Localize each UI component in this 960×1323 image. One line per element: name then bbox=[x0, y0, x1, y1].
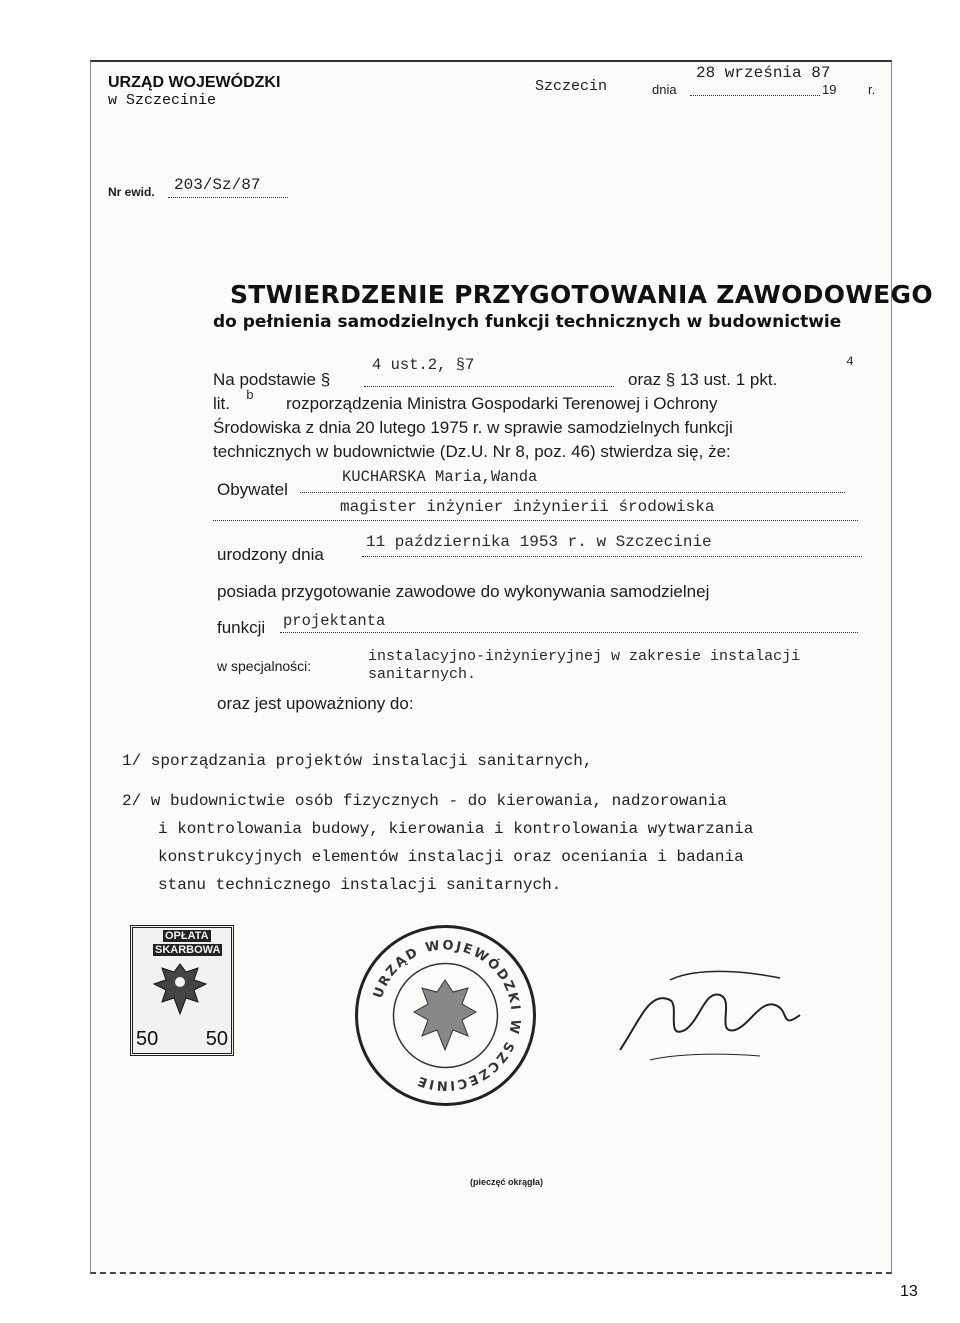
lit-value: b bbox=[246, 388, 254, 403]
basis-value: 4 ust.2, §7 bbox=[372, 356, 475, 374]
regulation-date: Środowiska z dnia 20 lutego 1975 r. w sprawie samodzielnych funkcji bbox=[213, 418, 733, 437]
page-number: 13 bbox=[900, 1283, 918, 1300]
fee-stamp-right-value: 50 bbox=[205, 1028, 228, 1050]
function-value: projektanta bbox=[283, 612, 386, 630]
year-prefix: 19 bbox=[822, 82, 837, 97]
possesses-text: posiada przygotowanie zawodowe do wykonywania samodzielnej bbox=[217, 582, 710, 601]
office-name bbox=[108, 74, 280, 110]
seal-drawing bbox=[358, 928, 533, 1103]
year-suffix: r. bbox=[868, 82, 876, 97]
citizen-label: Obywatel bbox=[217, 480, 288, 499]
list-item-2-cont-1: i kontrolowania budowy, kierowania i kontrolowania wytwarzania bbox=[158, 820, 754, 838]
fee-stamp-top-text: OPŁATA bbox=[165, 930, 209, 942]
born-value: 11 października 1953 r. w Szczecinie bbox=[366, 533, 712, 551]
basis-dots bbox=[364, 386, 614, 387]
date-dots bbox=[690, 95, 820, 96]
signature-drawing bbox=[610, 960, 810, 1070]
date-value: 28 września 87 bbox=[696, 64, 831, 82]
list-item-2: 2/ w budownictwie osób fizycznych - do kierowania, nadzorowania bbox=[122, 792, 727, 810]
office-name-line2: w Szczecinie bbox=[108, 92, 217, 109]
fee-stamp-left-value: 50 bbox=[136, 1028, 159, 1050]
basis-label: Na podstawie § bbox=[213, 370, 331, 389]
born-dots bbox=[362, 556, 862, 557]
degree-dots bbox=[213, 520, 858, 521]
evidence-label: Nr ewid. bbox=[108, 185, 155, 199]
footer-note: (pieczęć okrągła) bbox=[470, 1177, 544, 1187]
citizen-name: KUCHARSKA Maria,Wanda bbox=[342, 468, 538, 486]
fee-stamp bbox=[130, 925, 234, 1056]
list-item-2-cont-2: konstrukcyjnych elementów instalacji oraz oceniania i badania bbox=[158, 848, 744, 866]
citizen-dots bbox=[300, 492, 845, 493]
fee-stamp-second-text: SKARBOWA bbox=[155, 944, 221, 956]
list-item-1: 1/ sporządzania projektów instalacji sanitarnych, bbox=[122, 752, 593, 770]
pkt-value: 4 bbox=[846, 354, 854, 369]
document-subtitle: do pełnienia samodzielnych funkcji technicznych w budownictwie bbox=[213, 312, 842, 332]
eagle-emblem-icon bbox=[150, 960, 210, 1022]
list-item-2-cont-3: stanu technicznego instalacji sanitarnych. bbox=[158, 876, 562, 894]
specialty-label: w specjalności: bbox=[217, 658, 312, 674]
function-dots bbox=[280, 632, 858, 633]
evidence-value: 203/Sz/87 bbox=[174, 176, 261, 194]
lit-label: lit. bbox=[213, 394, 230, 413]
degree-value: magister inżynier inżynierii środowiska bbox=[340, 498, 715, 516]
function-label: funkcji bbox=[217, 618, 266, 637]
evidence-dots bbox=[168, 197, 288, 198]
regulation-reference: technicznych w budownictwie (Dz.U. Nr 8, poz. 46) stwierdza się, że: bbox=[213, 442, 731, 461]
authorized-text: oraz jest upoważniony do: bbox=[217, 694, 414, 713]
and-paragraph: oraz § 13 ust. 1 pkt. bbox=[628, 370, 778, 389]
regulation-text: rozporządzenia Ministra Gospodarki Terenowej i Ochrony bbox=[286, 394, 718, 413]
office-name-line1: URZĄD WOJEWÓDZKI bbox=[108, 74, 281, 91]
specialty-value-line1: instalacyjno-inżynieryjnej w zakresie instalacji bbox=[368, 648, 801, 665]
document-title: STWIERDZENIE PRZYGOTOWANIA ZAWODOWEGO bbox=[230, 280, 933, 309]
date-prefix: dnia bbox=[652, 82, 677, 97]
svg-text:URZĄD WOJEWÓDZKI W SZCZECINIE: URZĄD WOJEWÓDZKI W SZCZECINIE bbox=[370, 938, 523, 1093]
specialty-value-line2: sanitarnych. bbox=[368, 666, 477, 683]
born-label: urodzony dnia bbox=[217, 545, 324, 564]
round-seal bbox=[355, 925, 536, 1106]
city: Szczecin bbox=[535, 78, 608, 95]
